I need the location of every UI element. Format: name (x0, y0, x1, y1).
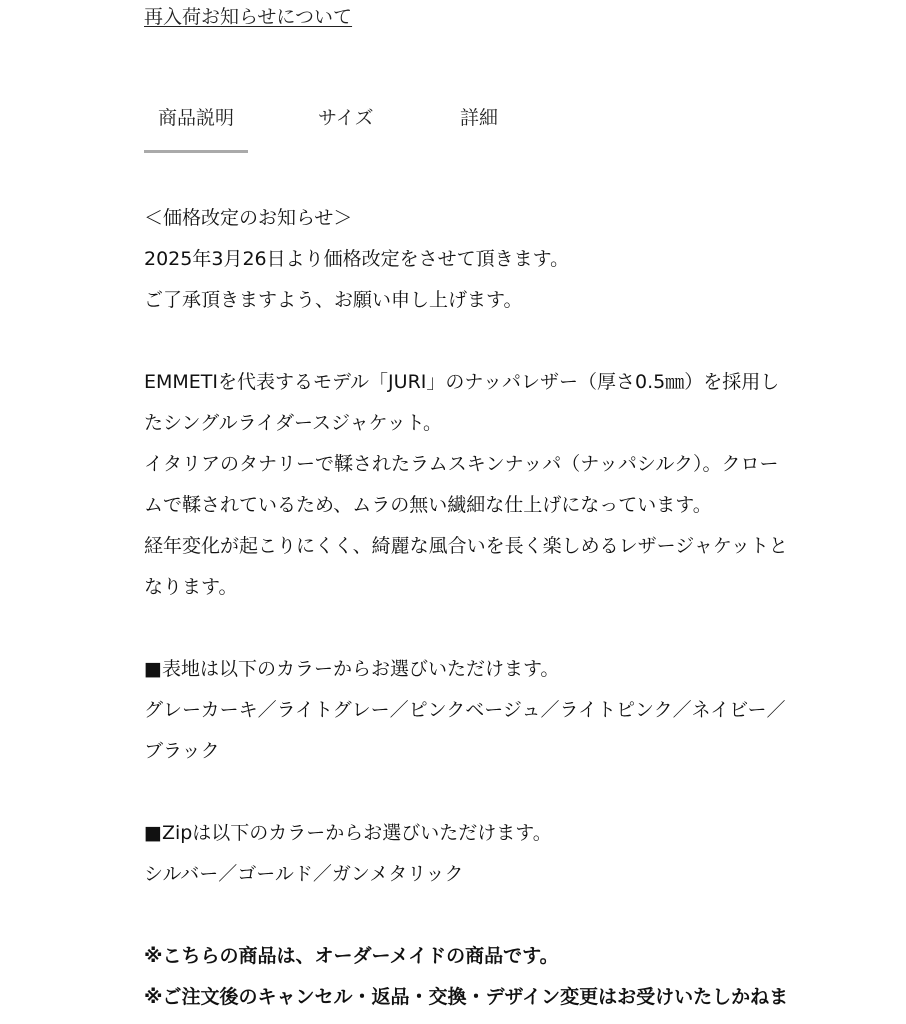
description-line: EMMETIを代表するモデル「JURI」のナッパレザー（厚さ0.5㎜）を採用し (144, 371, 780, 393)
price-notice-line: ご了承頂きますよう、お願い申し上げます。 (144, 289, 523, 311)
tab-description[interactable]: 商品説明 (157, 107, 234, 129)
product-description (144, 198, 854, 1018)
price-notice-line: 2025年3月26日より価格改定をさせて頂きます。 (144, 248, 570, 270)
description-line: なります。 (144, 576, 238, 598)
spacer (144, 608, 854, 649)
spacer (144, 772, 854, 813)
order-note: ※こちらの商品は、オーダーメイドの商品です。 (144, 945, 559, 967)
tab-size[interactable]: サイズ (318, 107, 374, 129)
spacer (144, 321, 854, 362)
description-line: たシングルライダースジャケット。 (144, 412, 443, 434)
active-tab-indicator (144, 150, 248, 153)
zip-color-list: シルバー／ゴールド／ガンメタリック (144, 863, 464, 885)
description-line: ムで鞣されているため、ムラの無い繊細な仕上げになっています。 (144, 494, 712, 516)
tab-details[interactable]: 詳細 (460, 107, 499, 129)
zip-color-heading: ■Zipは以下のカラーからお選びいただけます。 (144, 822, 552, 844)
surface-color-heading: ■表地は以下のカラーからお選びいただけます。 (144, 658, 560, 680)
description-line: イタリアのタナリーで鞣されたラムスキンナッパ（ナッパシルク）。クロー (144, 453, 779, 475)
surface-color-list: ブラック (144, 740, 220, 762)
product-tabs (144, 100, 844, 156)
spacer (144, 895, 854, 936)
order-note: ※ご注文後のキャンセル・返品・交換・デザイン変更はお受けいたしかねま (144, 986, 789, 1008)
price-notice-title: ＜価格改定のお知らせ＞ (144, 207, 353, 229)
description-line: 経年変化が起こりにくく、綺麗な風合いを長く楽しめるレザージャケットと (144, 535, 788, 557)
restock-info-link[interactable]: 再入荷お知らせについて (144, 6, 353, 28)
surface-color-list: グレーカーキ／ライトグレー／ピンクベージュ／ライトピンク／ネイビー／ (144, 699, 786, 721)
